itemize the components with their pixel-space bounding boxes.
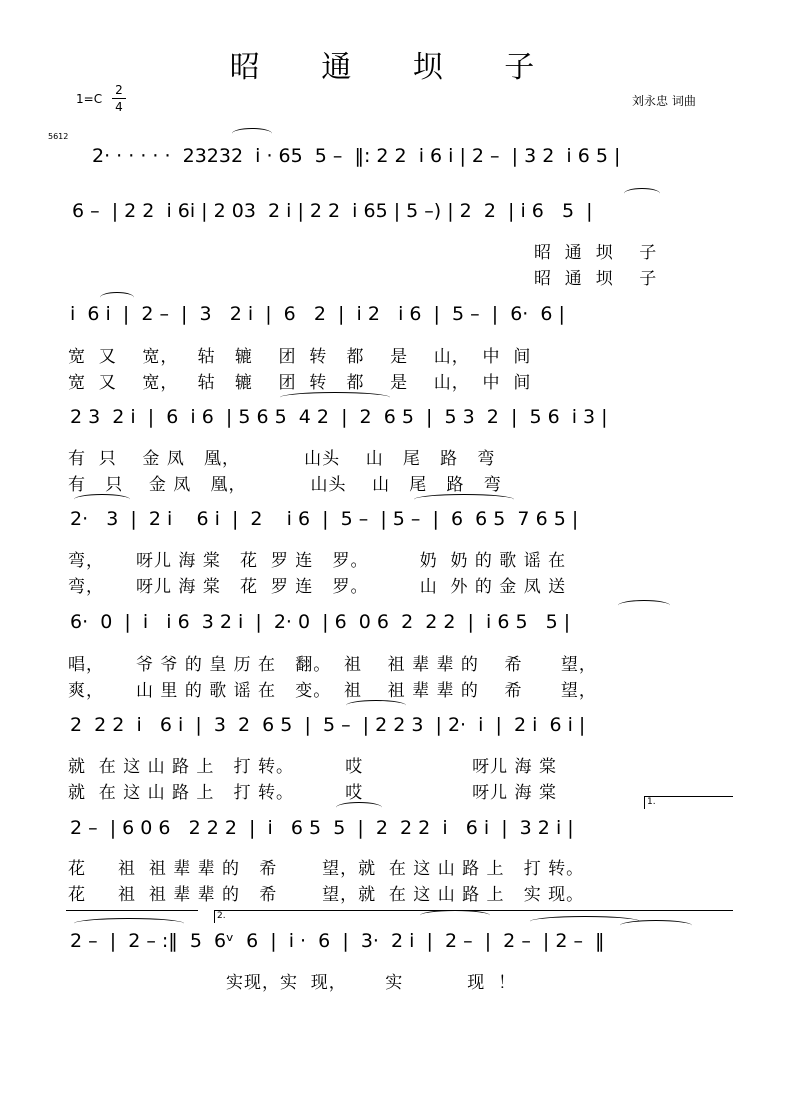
tie-mark (420, 910, 490, 921)
tie-mark (280, 392, 390, 403)
lyric-line-2a: 昭 通 坝 子 (534, 243, 658, 263)
lyric-line-8b: 花 祖 祖 辈 辈 的 希 望，就 在 这 山 路 上 实 现。 (68, 885, 585, 905)
tie-mark (618, 600, 670, 611)
time-bottom: 4 (112, 98, 126, 115)
volta-second: 2. (214, 910, 733, 923)
music-line-9: 2 – | 2 – :‖ 5 6ᵛ 6 | i · 6 | 3· 2 i | 2 – | 2 – | 2 – ‖ (70, 930, 605, 952)
lyric-line-3a: 宽 又 宽， 轱 辘 团 转 都 是 山， 中 间 (68, 347, 532, 367)
music-line-7: 2 2 2 i 6 i | 3 2 6 5 | 5 – | 2 2 3 | 2· i | 2 i 6 i | (70, 714, 586, 736)
volta-first: 1. (644, 796, 733, 809)
music-line-8: 2 – | 6 0 6 2 2 2 | i 6 5 5 | 2 2 2 i 6 i | 3 2 i | (70, 817, 574, 839)
lyric-line-7b: 就 在 这 山 路 上 打 转。 哎 呀儿 海 棠 (68, 783, 557, 803)
lyric-line-8a: 花 祖 祖 辈 辈 的 希 望，就 在 这 山 路 上 打 转。 (68, 859, 585, 879)
page-title: 昭 通 坝 子 (229, 50, 561, 85)
lyric-line-5a: 弯， 呀儿 海 棠 花 罗 连 罗。 奶 奶 的 歌 谣 在 (68, 551, 567, 571)
music-line-4: 2 3 2 i | 6 i 6 | 5 6 5 4 2 | 2 6 5 | 5 3 2 | 5 6 i 3 | (70, 406, 608, 428)
music-line-6: 6· 0 | i i 6 3 2 i | 2· 0 | 6 0 6 2 2 2 | i 6 5 5 | (70, 611, 571, 633)
lyric-line-5b: 弯， 呀儿 海 棠 花 罗 连 罗。 山 外 的 金 凤 送 (68, 577, 567, 597)
key-signature: 1=C (76, 92, 103, 106)
lyric-line-9: 实现，实 现， 实 现 ！ (226, 973, 517, 993)
lyric-line-4a: 有 只 金 凤 凰， 山头 山 尾 路 弯 (68, 449, 496, 469)
tie-mark (74, 494, 130, 505)
lyric-line-6b: 爽， 山 里 的 歌 谣 在 变。 祖 祖 辈 辈 的 希 望， (68, 681, 597, 701)
tie-mark (414, 494, 514, 505)
volta-repeat-line (66, 910, 198, 911)
lyric-line-7a: 就 在 这 山 路 上 打 转。 哎 呀儿 海 棠 (68, 757, 557, 777)
tie-mark (100, 292, 134, 303)
tie-mark (624, 188, 660, 199)
music-line-5: 2· 3 | 2 i 6 i | 2 i 6 | 5 – | 5 – | 6 6 5 7 6 5 | (70, 508, 579, 530)
lyric-line-2b: 昭 通 坝 子 (534, 269, 658, 289)
music-line-1: 2· · · · · · 23232 i · 65 5 – ‖: 2 2 i 6 i | 2 – | 3 2 i 6 5 | (92, 145, 621, 167)
lyric-line-6a: 唱， 爷 爷 的 皇 历 在 翻。 祖 祖 辈 辈 的 希 望， (68, 655, 597, 675)
credit: 刘永忠 词曲 (632, 94, 696, 108)
pickup-notes: 5612 (48, 132, 69, 141)
lyric-line-3b: 宽 又 宽， 轱 辘 团 转 都 是 山， 中 间 (68, 373, 532, 393)
tie-mark (232, 128, 272, 139)
tie-mark (336, 802, 382, 813)
lyric-line-4b: 有 只 金 凤 凰， 山头 山 尾 路 弯 (68, 475, 502, 495)
music-line-3: i 6 i | 2 – | 3 2 i | 6 2 | i 2 i 6 | 5 – | 6· 6 | (70, 303, 565, 325)
time-signature (112, 82, 126, 115)
music-line-2: 6 – | 2 2 i 6i | 2 03 2 i | 2 2 i 65 | 5 –) | 2 2 | i 6 5 | (72, 200, 593, 222)
tie-mark (620, 920, 692, 931)
tie-mark (346, 700, 406, 711)
tie-mark (74, 918, 184, 929)
time-top: 2 (115, 83, 123, 97)
